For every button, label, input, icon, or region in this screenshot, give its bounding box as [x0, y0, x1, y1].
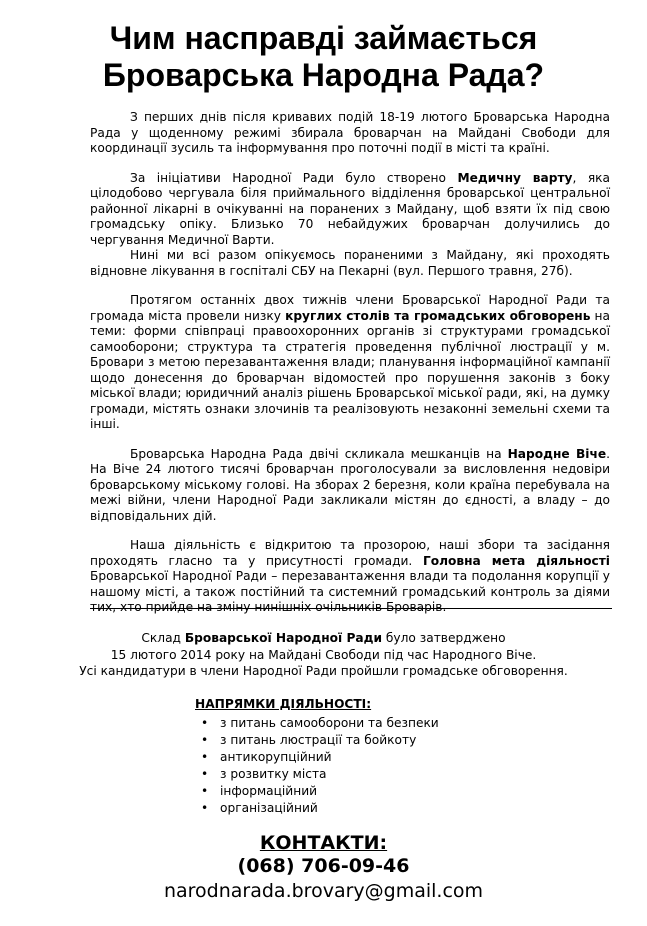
direction-label: антикорупційний — [220, 749, 332, 764]
composition-emphasis: Броварської Народної Ради — [184, 631, 383, 645]
bullet-icon: • — [201, 766, 209, 781]
list-item — [195, 715, 439, 732]
direction-label: з питань люстрації та бойкоту — [220, 732, 417, 747]
contacts-heading: КОНТАКТИ: — [259, 832, 388, 854]
paragraph-medical-guard — [90, 171, 610, 249]
paragraph-wounded-care: Нині ми всі разом опікуємось пораненими з Майдану, які проходять відновне лікування в госпіталі СБУ на Пекарні (вул. Першого травня, 27б). — [90, 248, 610, 278]
bullet-icon: • — [201, 783, 209, 798]
list-item — [195, 749, 439, 766]
paragraph-intro: З перших днів після кривавих подій 18-19 лютого Броварська Народна Рада у щоденному режимі збирала броварчан на Майдані Свободи для координації зусиль та інформування про поточні події в місті та країні. — [90, 110, 610, 155]
goal-emphasis: Головна мета діяльності — [422, 553, 610, 568]
direction-label: інформаційний — [220, 783, 318, 798]
contact-email: narodnarada.brovary@gmail.com — [163, 880, 484, 902]
bullet-icon: • — [201, 800, 209, 815]
composition-line-2: 15 лютого 2014 року на Майдані Свободи під час Народного Віче. — [110, 647, 537, 662]
list-item — [195, 800, 439, 817]
paragraph-goal-text-b: Броварської Народної Ради – перезавантаження влади та подолання корупції у нашому місті, а також постійний та системний громадський контроль за діями тих, хто прийде на зміну нинішніх очільників Броварів. — [90, 569, 610, 614]
list-item — [195, 766, 439, 783]
composition-line-1 — [60, 630, 587, 647]
contacts-block — [0, 832, 647, 904]
composition-line-1-text-a: Склад — [141, 631, 185, 645]
paragraph-round-tables-text-a: Протягом останніх двох тижнів члени Броварської Народної Ради та громада міста провели низку — [90, 293, 610, 323]
paragraph-assembly — [90, 447, 610, 525]
direction-label: з питань самооборони та безпеки — [220, 715, 439, 730]
contact-phone: (068) 706-09-46 — [237, 855, 410, 877]
paragraph-assembly-text-b: . На Віче 24 лютого тисячі броварчан проголосували за висловлення недовіри броварському міському голові. На зборах 2 березня, коли країна перебувала на межі війни, члени Народної Ради закликали містян до єдності, а владу – до відповідальних дій. — [90, 446, 610, 523]
composition-line-3: Усі кандидатури в члени Народної Ради пройшли громадське обговорення. — [79, 664, 568, 678]
directions-list — [195, 715, 439, 817]
article-body — [90, 110, 610, 616]
paragraph-goal-text-a: Наша діяльність є відкритою та прозорою, наші збори та засідання проходять гласно та у присутності громади. — [90, 538, 610, 568]
activity-directions — [195, 696, 439, 817]
section-divider — [90, 608, 612, 609]
bullet-icon: • — [201, 732, 209, 747]
composition-note — [60, 630, 587, 680]
paragraph-assembly-text-a: Броварська Народна Рада двічі скликала мешканців на — [130, 446, 508, 461]
composition-line-1-text-b: було затверджено — [382, 631, 506, 645]
direction-label: з розвитку міста — [220, 766, 327, 781]
title-line-2: Броварська Народна Рада? — [102, 57, 545, 93]
paragraph-round-tables — [90, 293, 610, 433]
paragraph-goal — [90, 538, 610, 616]
bullet-icon: • — [201, 715, 209, 730]
list-item — [195, 783, 439, 800]
title-line-1: Чим насправді займається — [109, 20, 538, 56]
list-item — [195, 732, 439, 749]
medical-guard-emphasis: Медичну варту — [457, 170, 573, 185]
paragraph-medical-guard-text-b: , яка цілодобово чергувала біля приймального відділення броварської центральної районної лікарні в очікуванні на поранених з Майдану, щоб взяти їх під свою громадську опіку. Близько 70 небайдужих броварчан долучились до чергування Медичної Варти. — [90, 170, 610, 247]
paragraph-medical-guard-text-a: За ініціативи Народної Ради було створено — [130, 170, 458, 185]
bullet-icon: • — [201, 749, 209, 764]
direction-label: організаційний — [220, 800, 318, 815]
paragraph-round-tables-text-b: на теми: форми співпраці правоохоронних органів зі структурами громадської самооборони; структура та стратегія проведення публічної люстрації у м. Бровари з метою перезавантаження влади; планування інформаційної кампанії щодо донесення до броварчан відомостей про порушення законів з боку міської влади; юридичний аналіз рішень Броварської міської ради, які, на думку громади, містять ознаки злочинів та реалізовують незаконні земельні схеми та інші. — [90, 308, 610, 431]
directions-heading: НАПРЯМКИ ДІЯЛЬНОСТІ: — [195, 697, 372, 711]
round-tables-emphasis: круглих столів та громадських обговорень — [285, 308, 591, 323]
page-title — [0, 20, 647, 94]
assembly-emphasis: Народне Віче — [507, 446, 607, 461]
